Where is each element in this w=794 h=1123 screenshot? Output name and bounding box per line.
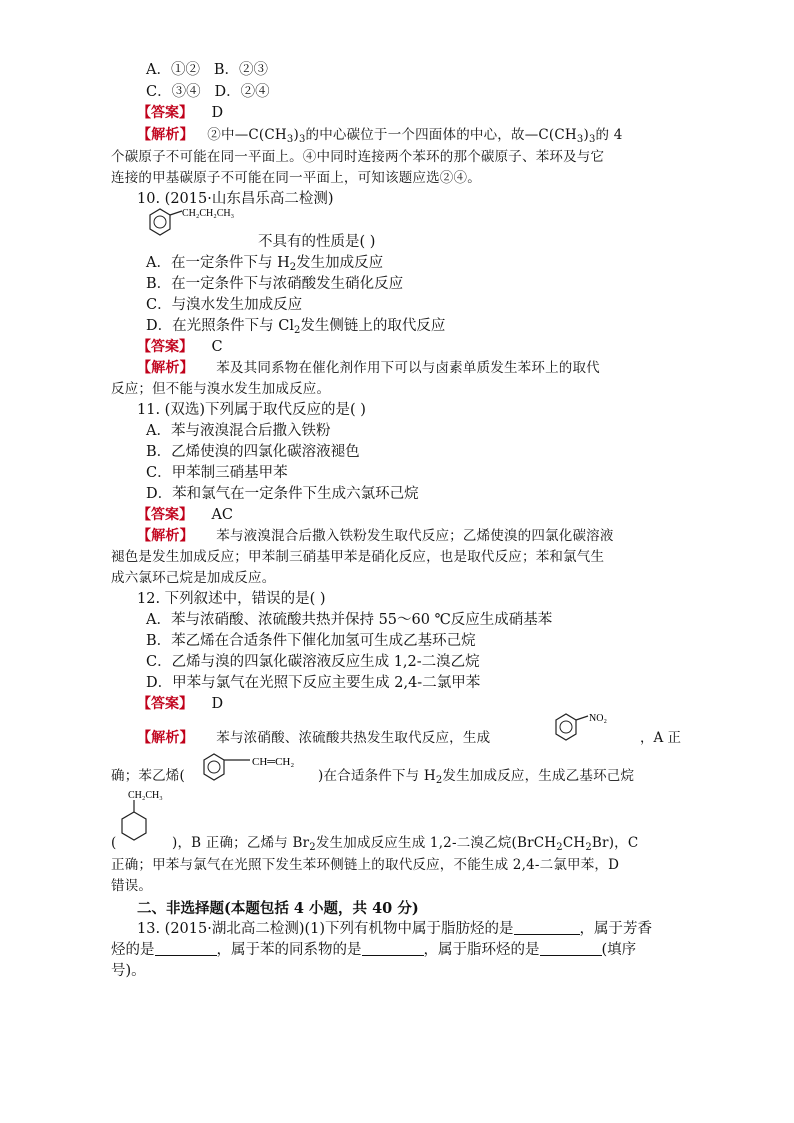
q9-answer	[137, 103, 223, 124]
no2-label: NO₂	[589, 713, 607, 724]
answer-value: D	[211, 696, 224, 712]
q11-answer	[137, 505, 233, 526]
cyclohexane-ring-icon	[122, 812, 146, 840]
bond-line-icon	[170, 211, 182, 215]
answer-blank[interactable]	[155, 941, 217, 956]
bond-line-icon	[576, 716, 588, 720]
q12-option-d: D．甲苯与氯气在光照下反应主要生成 2,4-二氯甲苯	[146, 675, 481, 691]
analysis-tag: 【解析】	[137, 127, 194, 143]
aromatic-circle-icon	[560, 721, 572, 733]
q9-analysis-line3: 连接的甲基碳原子不可能在同一平面上，可知该题应选②④。	[111, 170, 481, 186]
q10-option-d: D．在光照条件下与 $Cl_2$发生侧链上的取代反应	[146, 318, 446, 336]
q10-option-b: B．在一定条件下与浓硝酸发生硝化反应	[146, 276, 404, 292]
q12-option-a: A．苯与浓硝酸、浓硫酸共热并保持 55～60 ℃反应生成硝基苯	[146, 612, 553, 628]
q11-analysis-line3: 成六氯环己烷是加成反应。	[111, 570, 276, 586]
q9-option-c: C．③④	[146, 84, 201, 100]
answer-tag: 【答案】	[137, 339, 193, 355]
q12-stem: 12. 下列叙述中，错误的是( )	[137, 591, 326, 607]
benzene-ring-icon	[204, 754, 224, 780]
q11-option-c: C．甲苯制三硝基甲苯	[146, 465, 288, 481]
q12-answer	[137, 694, 223, 715]
q12-analysis-line5: 错误。	[111, 878, 153, 894]
q11-analysis-line2: 褪色是发生加成反应；甲苯制三硝基甲苯是硝化反应，也是取代反应；苯和氯气生	[111, 549, 605, 565]
q9-option-d: D．②④	[214, 84, 270, 100]
analysis-tag: 【解析】	[137, 528, 194, 544]
q12-option-c: C．乙烯与溴的四氯化碳溶液反应生成 1,2-二溴乙烷	[146, 654, 480, 670]
q12-option-b: B．苯乙烯在合适条件下催化加氢可生成乙基环己烷	[146, 633, 476, 649]
answer-tag: 【答案】	[137, 507, 193, 523]
q12-analysis-line3: )，B 正确；乙烯与 $Br_2$发生加成反应生成 1,2-二溴乙烷$(BrCH_2CH_2Br)$，C	[172, 835, 639, 853]
q12-analysis-line2-start: 确；苯乙烯(	[111, 768, 185, 784]
q11-option-d: D．苯和氯气在一定条件下生成六氯环己烷	[146, 486, 419, 502]
q9-option-a: A．①②	[146, 62, 200, 78]
q10-answer	[137, 337, 223, 358]
q12-analysis-line1: 【解析】 苯与浓硝酸、浓硫酸共热发生取代反应，生成	[137, 730, 491, 746]
q13-line3: 号)。	[111, 963, 146, 979]
q13-line2: 烃的是 ，属于苯的同系物的是 ，属于脂环烃的是 (填序	[111, 942, 637, 958]
q9-analysis-line2: 个碳原子不可能在同一平面上。④中同时连接两个苯环的那个碳原子、苯环及与它	[111, 149, 605, 165]
q9-analysis-line1: 【解析】 ②中$—C(CH_3)_3$的中心碳位于一个四面体的中心，故$—C(CH_3)_3$的 4	[137, 127, 623, 145]
answer-value: D	[211, 105, 224, 121]
vinyl-label: CH═CH₂	[252, 756, 295, 768]
styrene-structure	[196, 748, 320, 784]
q10-option-c: C．与溴水发生加成反应	[146, 297, 303, 313]
aromatic-circle-icon	[154, 216, 166, 228]
q13-line1: 13. (2015·湖北高二检测)(1)下列有机物中属于脂肪烃的是 ，属于芳香	[137, 921, 653, 937]
q12-analysis-line4: 正确；甲苯与氯气在光照下发生苯环侧链上的取代反应，不能生成 2,4-二氯甲苯，D	[111, 857, 620, 873]
q11-option-a: A．苯与液溴混合后撒入铁粉	[146, 423, 331, 439]
propylbenzene-structure	[140, 207, 270, 247]
answer-value: AC	[211, 507, 234, 523]
aromatic-circle-icon	[208, 761, 220, 773]
q11-stem: 11. (双选)下列属于取代反应的是( )	[137, 402, 366, 418]
q10-stem: 10. (2015·山东昌乐高二检测)	[137, 191, 334, 207]
analysis-tag: 【解析】	[137, 730, 194, 746]
q10-option-a: A．在一定条件下与 $H_2$发生加成反应	[146, 255, 384, 273]
q11-analysis-line1: 【解析】 苯与液溴混合后撒入铁粉发生取代反应；乙烯使溴的四氯化碳溶液	[137, 528, 614, 544]
answer-tag: 【答案】	[137, 105, 193, 121]
q11-option-b: B．乙烯使溴的四氯化碳溶液褪色	[146, 444, 360, 460]
q12-analysis-line1-end: ，A 正	[640, 730, 682, 746]
q9-options-row1	[146, 60, 268, 81]
answer-blank[interactable]	[514, 920, 580, 935]
q10-analysis-line1: 【解析】 苯及其同系物在催化剂作用下可以与卤素单质发生苯环上的取代	[137, 360, 600, 376]
q9-option-b: B．②③	[213, 62, 268, 78]
q10-analysis-line2: 反应；但不能与溴水发生加成反应。	[111, 381, 331, 397]
answer-blank[interactable]	[362, 941, 424, 956]
q9-options-row2	[146, 82, 270, 103]
analysis-tag: 【解析】	[137, 360, 194, 376]
q12-analysis-line2-end: )在合适条件下与 $H_2$发生加成反应，生成乙基环己烷	[318, 768, 635, 786]
benzene-ring-icon	[150, 209, 170, 235]
nitrobenzene-structure	[548, 710, 640, 746]
section-heading: 二、非选择题(本题包括 4 小题，共 40 分)	[137, 900, 419, 917]
answer-value: C	[211, 339, 223, 355]
ethyl-label: CH₂CH₃	[128, 790, 163, 801]
q10-stem2: 不具有的性质是( )	[258, 234, 376, 250]
q12-analysis-line3-start: (	[111, 835, 117, 851]
benzene-ring-icon	[556, 714, 576, 740]
answer-blank[interactable]	[540, 941, 602, 956]
answer-tag: 【答案】	[137, 696, 193, 712]
propyl-label: CH₂CH₂CH₃	[182, 208, 235, 219]
